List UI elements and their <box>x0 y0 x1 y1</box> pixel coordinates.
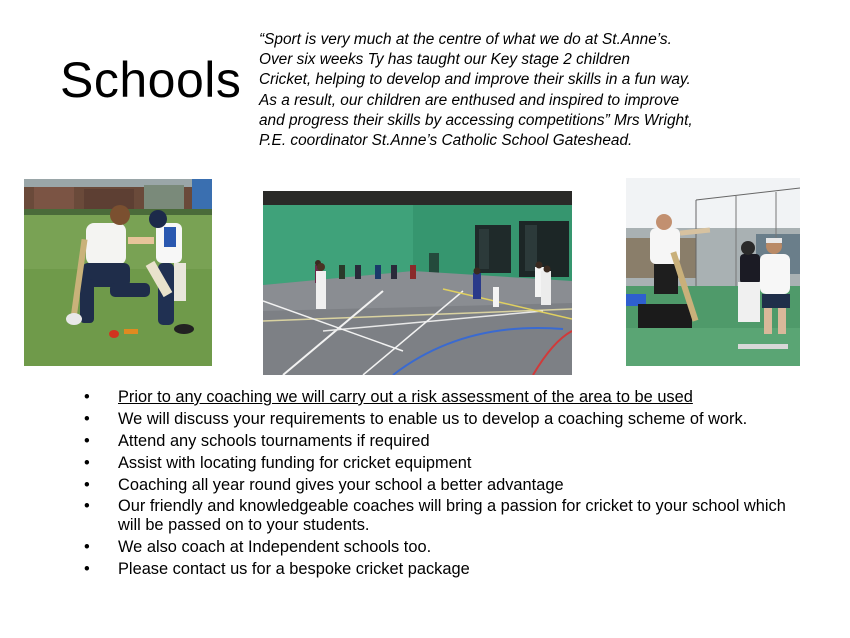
list-item: • We will discuss your requirements to enable us to develop a coaching scheme of work. <box>84 409 748 428</box>
bullet-icon: • <box>84 475 90 494</box>
testimonial-quote <box>259 30 779 151</box>
list-item: • Please contact us for a bespoke cricket package <box>84 559 470 578</box>
page-title: Schools <box>60 52 242 108</box>
photo-outdoor-coaching <box>24 179 212 366</box>
quote-line: “Sport is very much at the centre of what we do at St.Anne’s. <box>259 31 672 48</box>
photo-cricket-nets <box>626 178 800 366</box>
bullet-icon: • <box>84 431 90 450</box>
list-item: • Coaching all year round gives your school a better advantage <box>84 475 564 494</box>
bullet-icon: • <box>84 497 90 516</box>
list-item: • Assist with locating funding for cricket equipment <box>84 453 472 472</box>
quote-line: Over six weeks Ty has taught our Key stage 2 children <box>259 51 630 69</box>
bullet-icon: • <box>84 388 90 406</box>
bullet-icon: • <box>84 537 90 556</box>
quote-line: As a result, our children are enthused and inspired to improve <box>259 91 680 109</box>
quote-line: and progress their skills by accessing competitions” Mrs Wright, <box>259 111 693 129</box>
bullet-icon: • <box>84 559 90 578</box>
bullet-icon: • <box>84 409 90 428</box>
quote-line: Cricket, helping to develop and improve their skills in a fun way. <box>259 71 691 89</box>
services-list <box>84 388 804 582</box>
list-item: • We also coach at Independent schools too. <box>84 537 432 556</box>
photo-indoor-hall <box>263 191 572 375</box>
list-item: • Prior to any coaching we will carry out a risk assessment of the area to be used <box>84 388 693 406</box>
quote-line: P.E. coordinator St.Anne’s Catholic School Gateshead. <box>259 132 633 150</box>
bullet-icon: • <box>84 453 90 472</box>
list-item: • Our friendly and knowledgeable coaches will bring a passion for cricket to your school which will be passed on to your students. <box>84 497 786 534</box>
list-item: • Attend any schools tournaments if required <box>84 431 430 450</box>
